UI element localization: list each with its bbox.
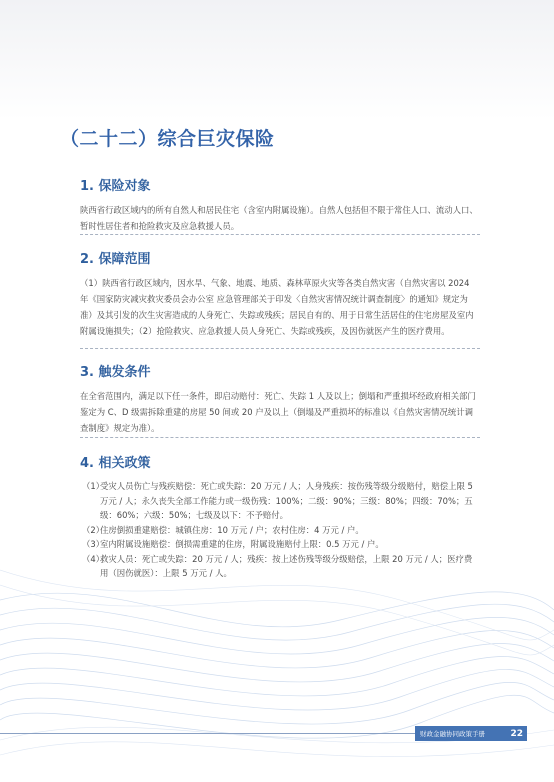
item-text: 救灾人员：死亡或失踪：20 万元 / 人；残疾：按上述伤残等级分级赔偿，上限 20 万元 / 人；医疗费用（因伤就医）：上限 5 万元 / 人。 <box>100 553 473 578</box>
section-title: 3. 触发条件 <box>80 365 151 380</box>
list-item <box>82 537 480 552</box>
item-number: （1） <box>82 481 105 491</box>
decorative-waves <box>0 560 554 782</box>
header-gradient <box>0 0 554 120</box>
section-trigger-conditions <box>80 361 480 436</box>
item-number: （4） <box>82 553 105 564</box>
item-number: （3） <box>82 539 105 549</box>
divider <box>80 348 480 349</box>
section-text: 陕西省行政区域内的所有自然人和居民住宅（含室内附属设施）。自然人包括但不限于常住人口、流动人口、暂时性居住者和抢险救灾及应急救援人员。 <box>80 205 478 231</box>
item-text: 受灾人员伤亡与残疾赔偿：死亡或失踪：20 万元 / 人；人身残疾：按伤残等级分级赔付，赔偿上限 5 万元 / 人；永久丧失全部工作能力或一级伤残：100%；二级：90%；三级：80%；四级：70%；五级：60%；六级：50%；七级及以下：不予赔付。 <box>100 481 473 520</box>
page-number: 22 <box>510 728 523 739</box>
list-item <box>82 479 480 523</box>
page-title: （二十二）综合巨灾保险 <box>60 128 275 150</box>
section-title: 1. 保险对象 <box>80 179 151 194</box>
section-insured-objects <box>80 175 480 234</box>
section-title: 2. 保障范围 <box>80 252 151 267</box>
item-text: 住房倒损重建赔偿：城镇住房：10 万元 / 户；农村住房：4 万元 / 户。 <box>100 524 364 535</box>
section-related-policies <box>80 452 480 581</box>
section-coverage <box>80 248 480 339</box>
list-item <box>82 552 480 581</box>
item-text: 室内附属设施赔偿：倒损需重建的住房，附属设施赔付上限：0.5 万元 / 户。 <box>100 539 384 549</box>
footer-label: 财政金融协同政策手册 <box>420 730 485 738</box>
list-item <box>82 523 480 538</box>
item-number: （2） <box>82 524 105 535</box>
footer-tab <box>415 726 527 741</box>
divider <box>80 234 480 235</box>
divider <box>80 437 480 438</box>
section-text: （1）陕西省行政区域内，因水旱、气象、地震、地质、森林草原火灾等各类自然灾害（自然灾害以 2024 年《国家防灾减灾救灾委员会办公室 应急管理部关于印发〈自然灾害情况统计调查制度〉的通知》规定为准）及其引发的次生灾害造成的人身死亡、失踪或残疾；居民自有的、用于日常生活居住的住宅房屋及室内附属设施损失；（2）抢险救灾、应急救援人员人身死亡、失踪或残疾，及因伤就医产生的医疗费用。 <box>80 278 474 336</box>
policy-list <box>80 479 480 581</box>
section-title: 4. 相关政策 <box>80 456 151 471</box>
section-text: 在全省范围内，满足以下任一条件，即启动赔付：死亡、失踪 1 人及以上；倒塌和严重损坏经政府相关部门鉴定为 C、D 级需拆除重建的房屋 50 间或 20 户及以上（倒塌及严重损坏的标准以《自然灾害情况统计调查制度》规定为准）。 <box>80 391 476 433</box>
footer-rule <box>0 733 415 734</box>
